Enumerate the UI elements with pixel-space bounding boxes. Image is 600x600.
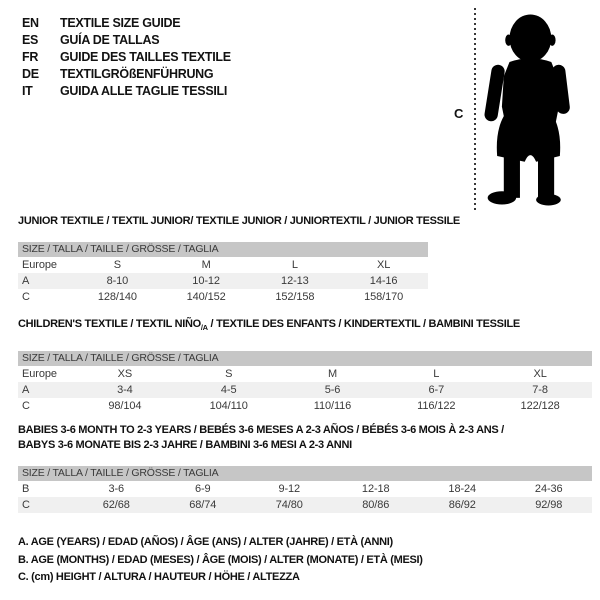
height-cell: 80/86 (362, 499, 390, 511)
legend-notes (18, 534, 423, 587)
age-cell: 6-9 (194, 483, 211, 495)
junior-section-title: JUNIOR TEXTILE / TEXTIL JUNIOR/ TEXTILE JUNIOR / JUNIORTEXTIL / JUNIOR TESSILE (18, 215, 460, 227)
height-cell: 92/98 (535, 499, 563, 511)
age-cell: 14-16 (369, 275, 398, 287)
row-label: C (22, 499, 30, 511)
note-age-years: A. AGE (YEARS) / EDAD (AÑOS) / ÂGE (ANS) / ALTER (JAHRE) / ETÀ (ANNI) (18, 536, 393, 548)
title-text: / TEXTILE DES ENFANTS / KINDERTEXTIL / BAMBINI TESSILE (207, 318, 520, 330)
row-label: C (22, 400, 30, 413)
language-row (22, 15, 231, 32)
age-cell: 10-12 (192, 275, 220, 287)
table-row (18, 273, 428, 289)
height-cell: 116/122 (417, 400, 456, 413)
language-row (22, 32, 231, 49)
height-cell: 152/158 (275, 291, 315, 303)
age-cell: 12-18 (361, 483, 390, 495)
size-cell: XL (376, 259, 391, 271)
height-cell: 104/110 (209, 400, 248, 413)
table-row (18, 257, 428, 273)
children-size-header-bar: SIZE / TALLA / TAILLE / GRÖSSE / TAGLIA (18, 351, 592, 366)
language-title: TEXTILE SIZE GUIDE (60, 16, 181, 30)
size-cell: L (433, 368, 440, 381)
height-cell: 140/152 (186, 291, 226, 303)
note-height-cm: C. (cm) HEIGHT / ALTURA / HAUTEUR / HÖHE / ALTEZZA (18, 571, 300, 583)
height-cell: 110/116 (313, 400, 352, 413)
height-cell: 86/92 (448, 499, 476, 511)
table-row (18, 382, 592, 398)
language-title: TEXTILGRÖßENFÜHRUNG (60, 67, 214, 81)
title-line: BABYS 3-6 MONATE BIS 2-3 JAHRE / BAMBINI 3-6 MESI A 2-3 ANNI (18, 439, 352, 451)
row-label: A (22, 275, 30, 287)
height-cell: 128/140 (97, 291, 137, 303)
junior-textile-section (18, 215, 460, 305)
title-text: CHILDREN'S TEXTILE / TEXTIL NIÑO (18, 318, 201, 330)
height-measure-label: C (454, 106, 464, 121)
age-cell: 7-8 (532, 384, 548, 397)
age-cell: 4-5 (220, 384, 237, 397)
size-cell: L (291, 259, 298, 271)
size-cell: XS (117, 368, 133, 381)
age-cell: 9-12 (278, 483, 301, 495)
language-code: ES (22, 33, 39, 47)
babies-size-header-bar: SIZE / TALLA / TAILLE / GRÖSSE / TAGLIA (18, 466, 592, 481)
row-label: Europe (22, 368, 57, 381)
language-code: FR (22, 50, 39, 64)
height-measure-dotted-line (474, 8, 476, 210)
table-row (18, 366, 592, 382)
size-cell: M (327, 368, 338, 381)
children-textile-section (18, 318, 592, 414)
table-row (18, 481, 592, 497)
note-age-months: B. AGE (MONTHS) / EDAD (MESES) / ÂGE (MOIS) / ALTER (MONATE) / ETÀ (MESI) (18, 553, 423, 566)
language-title: GUÍA DE TALLAS (60, 33, 160, 47)
row-label: Europe (22, 259, 57, 271)
row-label: A (22, 384, 30, 397)
children-section-title (18, 318, 592, 334)
height-cell: 158/170 (364, 291, 404, 303)
size-cell: XL (533, 368, 547, 381)
height-cell: 122/128 (520, 400, 560, 413)
height-cell: 62/68 (102, 499, 130, 511)
size-cell: M (201, 259, 211, 271)
age-cell: 24-36 (534, 483, 563, 495)
age-cell: 3-4 (117, 384, 133, 397)
age-cell: 18-24 (448, 483, 477, 495)
age-cell: 6-7 (428, 384, 445, 397)
language-row (22, 49, 231, 66)
language-title: GUIDE DES TAILLES TEXTILE (60, 50, 231, 64)
age-cell: 12-13 (281, 275, 309, 287)
height-cell: 68/74 (189, 499, 217, 511)
language-code: DE (22, 67, 39, 81)
title-line: BABIES 3-6 MONTH TO 2-3 YEARS / BEBÉS 3-6 MESES A 2-3 AÑOS / BÉBÉS 3-6 MOIS À 2-3 ANS / (18, 424, 504, 436)
age-cell: 8-10 (106, 275, 129, 287)
row-label: C (22, 291, 30, 303)
language-code: IT (22, 84, 33, 98)
title-subscript: /A (200, 323, 208, 333)
table-row (18, 289, 428, 305)
babies-textile-section (18, 423, 592, 513)
table-row (18, 398, 592, 414)
height-cell: 98/104 (108, 400, 142, 413)
language-row (22, 83, 231, 100)
size-cell: S (225, 368, 233, 381)
table-row (18, 497, 592, 513)
babies-section-title (18, 423, 592, 453)
junior-size-header-bar: SIZE / TALLA / TAILLE / GRÖSSE / TAGLIA (18, 242, 428, 257)
age-cell: 5-6 (324, 384, 341, 397)
language-code: EN (22, 16, 39, 30)
size-cell: S (113, 259, 121, 271)
language-title-list (22, 15, 231, 100)
age-cell: 3-6 (108, 483, 125, 495)
height-cell: 74/80 (275, 499, 303, 511)
language-title: GUIDA ALLE TAGLIE TESSILI (60, 84, 228, 98)
toddler-silhouette-image (481, 7, 576, 212)
language-row (22, 66, 231, 83)
row-label: B (22, 483, 30, 495)
